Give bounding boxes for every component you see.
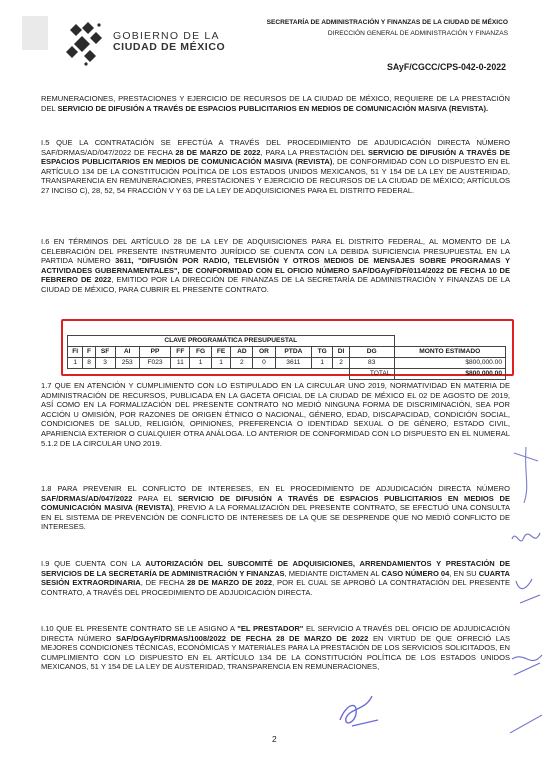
margin-signatures <box>506 445 546 745</box>
table-cell: F023 <box>139 358 170 369</box>
table-header-cell: FI <box>68 347 83 358</box>
budget-key-table-highlight <box>61 319 514 376</box>
logo-line-1: GOBIERNO DE LA <box>113 30 220 42</box>
table-header-cell: F <box>83 347 95 358</box>
table-cell: 11 <box>171 358 190 369</box>
table-header-cell: FE <box>211 347 231 358</box>
page-number: 2 <box>272 734 277 744</box>
table-header-cell: MONTO ESTIMADO <box>394 347 506 358</box>
logo-line-2: CIUDAD DE MÉXICO <box>113 41 226 53</box>
table-cell: 2 <box>231 358 253 369</box>
table-cell: 0 <box>253 358 275 369</box>
government-logo-text <box>113 31 225 53</box>
table-cell: 1 <box>68 358 83 369</box>
intro-paragraph: REMUNERACIONES, PRESTACIONES Y EJERCICIO DE RECURSOS DE LA CIUDAD DE MÉXICO, REQUIERE DE LA PRESTACIÓN DEL SERVICIO DE DIFUSIÓN A TRAVÉS DE ESPACIOS PUBLICITARIOS EN MEDIOS DE COMUNICACIÓN MASIVA (REVISTA). <box>41 94 510 113</box>
secretaria-heading: SECRETARÍA DE ADMINISTRACIÓN Y FINANZAS DE LA CIUDAD DE MÉXICO <box>266 19 508 26</box>
contract-reference: SAyF/CGCC/CPS-042-0-2022 <box>387 62 506 72</box>
clause-i6: I.6 EN TÉRMINOS DEL ARTÍCULO 28 DE LA LEY DE ADQUISICIONES PARA EL DISTRITO FEDERAL, AL MOMENTO DE LA CELEBRACIÓN DEL PRESENTE INSTRUMENTO JURÍDICO SE CUENTA CON LA DEBIDA SUFICIENCIA PRESUPUESTAL EN LA PARTIDA NÚMERO 3611, "DIFUSIÓN POR RADIO, TELEVISIÓN Y OTROS MEDIOS DE MENSAJES SOBRE PROGRAMAS Y ACTIVIDADES GUBERNAMENTALES", DE CONFORMIDAD CON EL OFICIO NÚMERO SAF/DGAyF/DF/0114/2022 DE FECHA 10 DE FEBRERO DE 2022, EMITIDO POR LA DIRECCIÓN DE FINANZAS DE LA SECRETARÍA DE ADMINISTRACIÓN Y FINANZAS DE LA CIUDAD DE MÉXICO, PARA CUBRIR EL PRESENTE CONTRATO. <box>41 237 510 294</box>
table-cell: 3611 <box>275 358 311 369</box>
seal-watermark <box>22 16 48 50</box>
table-header-cell: DG <box>349 347 394 358</box>
clause-i10: I.10 QUE EL PRESENTE CONTRATO SE LE ASIGNO A "EL PRESTADOR" EL SERVICIO A TRAVÉS DEL OFICIO DE ADJUDICACIÓN DIRECTA NÚMERO SAF/DGAyF/DRMAS/1008/2022 DE FECHA 28 DE MARZO DE 2022 EN VIRTUD DE QUE OFRECIÓ LAS MEJORES CONDICIONES TÉCNICAS, ECONÓMICAS Y MATERIALES PARA LA PRESTACIÓN DE LOS SERVICIOS SOLICITADOS, EN CUMPLIMIENTO CON LO DISPUESTO EN EL ARTÍCULO 134 DE LA CONSTITUCIÓN POLÍTICA DE LOS ESTADOS UNIDOS MEXICANOS, 51 Y 154 DE LA LEY DE AUSTERIDAD, TRANSPARENCIA EN REMUNERACIONES, <box>41 624 510 672</box>
handwritten-signature <box>332 690 384 732</box>
table-title: CLAVE PROGRAMÁTICA PRESUPUESTAL <box>68 336 395 347</box>
table-cell: 1 <box>312 358 333 369</box>
table-cell: 83 <box>349 358 394 369</box>
table-cell: 1 <box>190 358 211 369</box>
total-value: $800,000.00 <box>394 369 506 380</box>
table-header-cell: FG <box>190 347 211 358</box>
cdmx-logo-icon <box>66 20 106 66</box>
table-header-cell: OR <box>253 347 275 358</box>
clause-1-7: 1.7 QUE EN ATENCIÓN Y CUMPLIMIENTO CON LO ESTIPULADO EN LA CIRCULAR UNO 2019, NORMATIVIDAD EN MATERIA DE ADMINISTRACIÓN DE RECURSOS, PUBLICADA EN LA GACETA OFICIAL DE LA CIUDAD DE MÉXICO EL 02 DE AGOSTO DE 2019, ASÍ COMO EN LA FORMALIZACIÓN DEL PRESENTE CONTRATO NO MEDIÓ NINGUNA FORMA DE DISCRIMINACIÓN, SEA POR ACCIÓN U OMISIÓN, POR RAZONES DE ORIGEN ÉTNICO O NACIONAL, GÉNERO, EDAD, DISCAPACIDAD, CONDICIÓN SOCIAL, CONDICIONES DE SALUD, RELIGIÓN, OPINIONES, PREFERENCIA O IDENTIDAD SEXUAL O DE GÉNERO, ESTADO CIVIL, APARIENCIA EXTERIOR O CUALQUIER OTRA ANÁLOGA. LO ANTERIOR DE CONFORMIDAD CON LO DISPUESTO EN EL NUMERAL 5.1.2 DE LA CIRCULAR UNO 2019. <box>41 381 510 448</box>
table-header-cell: AD <box>231 347 253 358</box>
clause-i9: I.9 QUE CUENTA CON LA AUTORIZACIÓN DEL SUBCOMITÉ DE ADQUISICIONES, ARRENDAMIENTOS Y PRESTACIÓN DE SERVICIOS DE LA SECRETARÍA DE ADMINISTRACIÓN Y FINANZAS, MEDIANTE DICTAMEN AL CASO NÚMERO 04, EN SU CUARTA SESIÓN EXTRAORDINARIA, DE FECHA 28 DE MARZO DE 2022, POR EL CUAL SE APROBÓ LA CONTRATACIÓN DEL PRESENTE CONTRATO, A TRAVÉS DEL PROCEDIMIENTO DE ADJUDICACIÓN DIRECTA. <box>41 559 510 597</box>
table-header-row <box>68 347 506 358</box>
table-header-cell: DI <box>333 347 350 358</box>
table-header-cell: AI <box>115 347 139 358</box>
table-cell: 2 <box>333 358 350 369</box>
table-cell: 253 <box>115 358 139 369</box>
table-header-cell: PTDA <box>275 347 311 358</box>
table-header-cell: PP <box>139 347 170 358</box>
budget-key-table <box>67 325 506 380</box>
table-row <box>68 358 506 369</box>
clause-1-8: 1.8 PARA PREVENIR EL CONFLICTO DE INTERESES, EN EL PROCEDIMIENTO DE ADJUDICACIÓN DIRECTA NÚMERO SAF/DRMAS/AD/047/2022 PARA EL SERVICIO DE DIFUSIÓN A TRAVÉS DE ESPACIOS PUBLICITARIOS EN MEDIOS DE COMUNICACIÓN MASIVA (REVISTA), PREVIO A LA FORMALIZACIÓN DEL PRESENTE CONTRATO, SE EFECTUÓ UNA CONSULTA EN EL SISTEMA DE PREVENCIÓN DE CONFLICTO DE INTERESES DE LA QUE SE DESPRENDE QUE NO MEDIÓ CONFLICTO DE INTERESES. <box>41 484 510 532</box>
table-cell: $800,000.00 <box>394 358 506 369</box>
table-header-cell: SF <box>95 347 115 358</box>
table-total-row <box>68 369 506 380</box>
table-cell: 8 <box>83 358 95 369</box>
table-header-cell: TG <box>312 347 333 358</box>
total-label: TOTAL <box>349 369 394 380</box>
direccion-heading: DIRECCIÓN GENERAL DE ADMINISTRACIÓN Y FINANZAS <box>327 30 508 37</box>
table-cell: 3 <box>95 358 115 369</box>
table-cell: 1 <box>211 358 231 369</box>
table-header-cell: FF <box>171 347 190 358</box>
clause-i5: I.5 QUE LA CONTRATACIÓN SE EFECTÚA A TRAVÉS DEL PROCEDIMIENTO DE ADJUDICACIÓN DIRECTA NÚMERO SAF/DRMAS/AD/047/2022 DE FECHA 28 DE MARZO DE 2022, PARA LA PRESTACIÓN DEL SERVICIO DE DIFUSIÓN A TRAVÉS DE ESPACIOS PUBLICITARIOS EN MEDIOS DE COMUNICACIÓN MASIVA (REVISTA), DE CONFORMIDAD CON LO DISPUESTO EN EL ARTÍCULO 134 DE LA CONSTITUCIÓN POLÍTICA DE LOS ESTADOS UNIDOS MEXICANOS, 51 Y 154 DE LA LEY DE AUSTERIDAD, TRANSPARENCIA EN REMUNERACIONES, PRESTACIONES Y EJERCICIO DE RECURSOS DE LA CIUDAD DE MÉXICO; ARTÍCULOS 27 INCISO C), 28, 52, 54 FRACCIÓN V Y 63 DE LA LEY DE ADQUISICIONES PARA EL DISTRITO FEDERAL. <box>41 138 510 195</box>
